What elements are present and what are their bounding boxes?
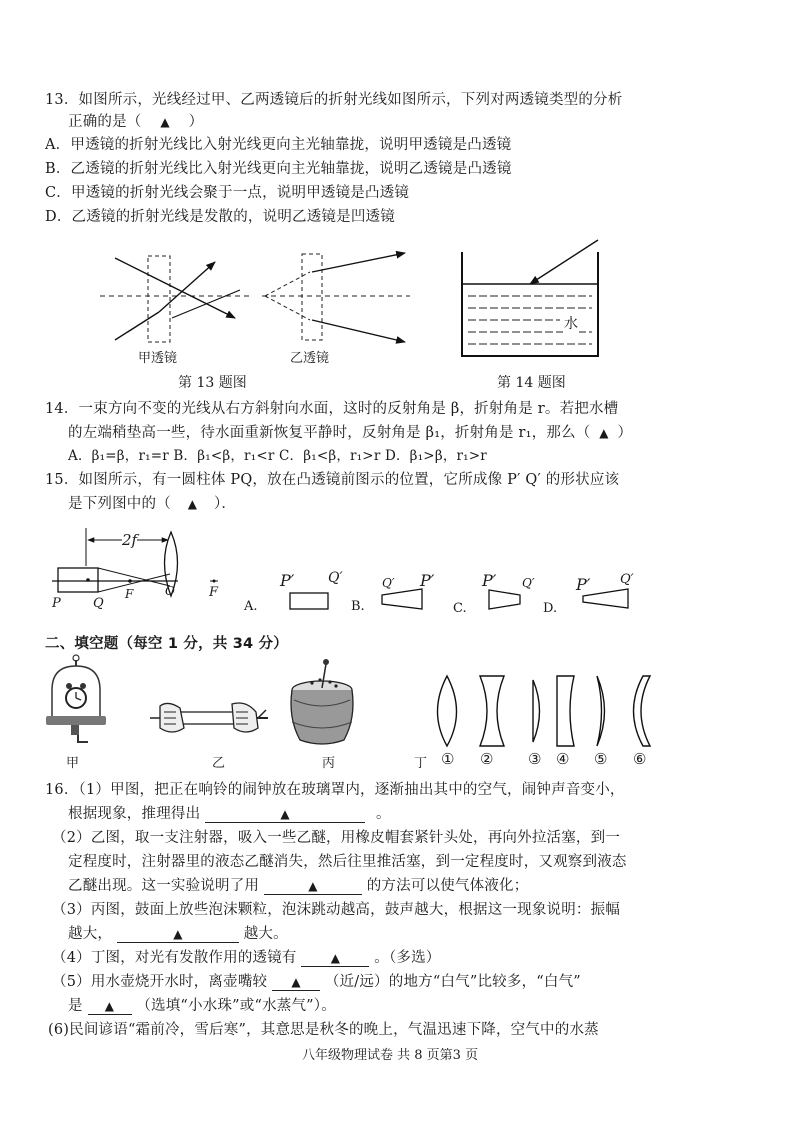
- q16-part4-prefix: （4）丁图，对光有发散作用的透镜有: [52, 950, 297, 966]
- q15-choice-c: C.: [453, 601, 467, 616]
- q16-part3-suffix: 越大。: [243, 926, 288, 942]
- q16-part6-line1: (6)民间谚语“霜前冷，雪后寒”，其意思是秋冬的晚上，气温迅速下降，空气中的水蒸: [48, 1022, 599, 1038]
- answer-blank-mark: ▲: [104, 999, 115, 1013]
- q15-choice-a: A.: [244, 599, 258, 614]
- section2-title: 二、填空题（每空 1 分，共 34 分）: [45, 636, 288, 652]
- q13-option-d: D．乙透镜的折射光线是发散的，说明乙透镜是凹透镜: [45, 209, 395, 225]
- q16-part1-line2: [68, 802, 391, 823]
- syringe-illustration: [150, 703, 268, 732]
- q15-label-f: F: [125, 587, 134, 601]
- lens-number-3: ③: [528, 750, 542, 768]
- answer-blank-mark: ▲: [187, 497, 198, 511]
- q15-choice-b: B.: [351, 599, 365, 614]
- q13-option-c: C．甲透镜的折射光线会聚于一点，说明甲透镜是凸透镜: [45, 185, 410, 201]
- q16-part4: [52, 946, 441, 967]
- q16-part5-line1: [52, 970, 581, 991]
- answer-blank[interactable]: [301, 950, 369, 967]
- q15-c-image-q: Q′: [522, 576, 535, 590]
- q15-label-p: P: [52, 596, 61, 611]
- lens-yi-label: 乙透镜: [290, 351, 330, 366]
- answer-blank-mark: ▲: [291, 975, 301, 989]
- q16-part2-line1: （2）乙图，取一支注射器，吸入一些乙醚，用橡皮帽套紧针头处，再向外拉活塞，到一: [52, 830, 621, 846]
- q16-part2-suffix: 的方法可以使气体液化；: [366, 878, 529, 894]
- q13-stem-prefix: 正确的是（: [68, 114, 142, 130]
- fig-label-bing: 丙: [322, 756, 336, 771]
- answer-blank-mark: ▲: [280, 807, 290, 821]
- q15-b-image-q: Q′: [382, 576, 395, 590]
- q13-stem-line1: 13．如图所示，光线经过甲、乙两透镜后的折射光线如图所示，下列对两透镜类型的分析: [45, 92, 623, 108]
- q14-options: A．β₁=β，r₁=r B．β₁<β，r₁<r C．β₁<β，r₁>r D．β₁>β，r₁>r: [68, 448, 487, 464]
- answer-blank-mark: ▲: [599, 426, 609, 440]
- lens-number-2: ②: [480, 750, 494, 768]
- q14-stem-text: 的左端稍垫高一些，待水面重新恢复平静时，反射角是 β₁，折射角是 r₁，那么（: [68, 425, 591, 441]
- answer-blank[interactable]: [117, 926, 239, 943]
- lens-number-5: ⑤: [594, 750, 608, 768]
- q16-part4-suffix: 。（多选）: [374, 950, 441, 966]
- q16-part1-prefix: 根据现象，推理得出: [68, 806, 201, 822]
- q15-stem-suffix: ）．: [213, 496, 237, 512]
- q16-part2-line2: 定程度时，注射器里的液态乙醚消失，然后往里推活塞，到一定程度时，又观察到液态: [68, 854, 627, 870]
- q15-label-f2: F: [209, 585, 219, 600]
- lens-jia-label: 甲透镜: [138, 351, 178, 366]
- q15-c-image-p: P′: [482, 571, 497, 590]
- answer-blank[interactable]: [88, 998, 132, 1015]
- q16-part5-prefix: （5）用水壶烧开水时，离壶嘴较: [52, 974, 268, 990]
- q15-a-image-p: P′: [280, 571, 295, 590]
- drum-illustration: [291, 659, 353, 744]
- lens-set-illustration: [438, 676, 651, 746]
- page-footer: 八年级物理试卷 共 8 页第3 页: [302, 1048, 479, 1063]
- answer-blank-mark: ▲: [160, 115, 170, 129]
- q15-stem-line1: 15．如图所示，有一圆柱体 PQ，放在凸透镜前图示的位置，它所成像 P′ Q′ 的形状应该: [45, 472, 620, 488]
- lens-number-6: ⑥: [633, 750, 647, 768]
- q15-dim-label: 2f: [122, 531, 138, 549]
- answer-blank[interactable]: [264, 878, 362, 895]
- q15-choice-d: D.: [543, 601, 558, 616]
- q16-part1-line1: 16．（1）甲图，把正在响铃的闹钟放在玻璃罩内，逐渐抽出其中的空气，闹钟声音变小，: [45, 782, 625, 798]
- q16-part2-prefix: 乙醚出现。这一实验说明了用: [68, 878, 260, 894]
- q15-d-image-q: Q′: [620, 572, 634, 587]
- q13-figure-caption: 第 13 题图: [178, 375, 247, 391]
- answer-blank[interactable]: [272, 974, 320, 991]
- q15-d-image-p: P′: [576, 575, 591, 594]
- q16-part1-end: 。: [375, 806, 391, 822]
- answer-blank-mark: ▲: [308, 879, 318, 893]
- q16-part5-line2: [68, 994, 336, 1015]
- fig-label-ding: 丁: [414, 756, 428, 771]
- q16-part3-prefix: 越大，: [68, 926, 113, 942]
- q16-part5-line2-prefix: 是: [68, 998, 83, 1014]
- q13-stem-suffix: ）: [188, 114, 204, 130]
- q13-option-a: A．甲透镜的折射光线比入射光线更向主光轴靠拢，说明甲透镜是凸透镜: [45, 137, 512, 153]
- bell-jar-clock-illustration: [46, 655, 106, 742]
- answer-blank-mark: ▲: [330, 951, 341, 965]
- q14-stem-suffix: ）: [617, 425, 633, 441]
- lens-number-1: ①: [441, 750, 455, 768]
- q16-part2-line3: [68, 874, 528, 895]
- lens-number-4: ④: [556, 750, 570, 768]
- answer-blank[interactable]: [205, 806, 365, 823]
- q15-label-o: O: [165, 584, 175, 598]
- q16-part3-line2: [68, 922, 288, 943]
- q16-part3-line1: （3）丙图，鼓面上放些泡沫颗粒，泡沫跳动越高，鼓声越大，根据这一现象说明：振幅: [52, 902, 621, 918]
- water-label: 水: [563, 313, 579, 333]
- q15-a-image-q: Q′: [328, 570, 343, 586]
- q14-figure-caption: 第 14 题图: [497, 375, 566, 391]
- q13-option-b: B．乙透镜的折射光线比入射光线更向主光轴靠拢，说明乙透镜是凸透镜: [45, 161, 512, 177]
- q15-b-image-p: P′: [420, 571, 435, 590]
- q15-label-q: Q: [93, 596, 104, 611]
- fig-label-yi: 乙: [212, 756, 226, 771]
- q14-stem-line1: 14．一束方向不变的光线从右方斜射向水面，这时的反射角是 β，折射角是 r。若把水槽: [45, 401, 619, 417]
- q16-part5-suffix: （近/远）的地方“白气”比较多，“白气”: [324, 974, 581, 990]
- fig-label-jia: 甲: [66, 756, 80, 771]
- q15-stem-prefix: 是下列图中的（: [68, 496, 171, 512]
- q16-part5-line2-suffix: （选填“小水珠”或“水蒸气”）。: [136, 998, 336, 1014]
- answer-blank-mark: ▲: [173, 927, 183, 941]
